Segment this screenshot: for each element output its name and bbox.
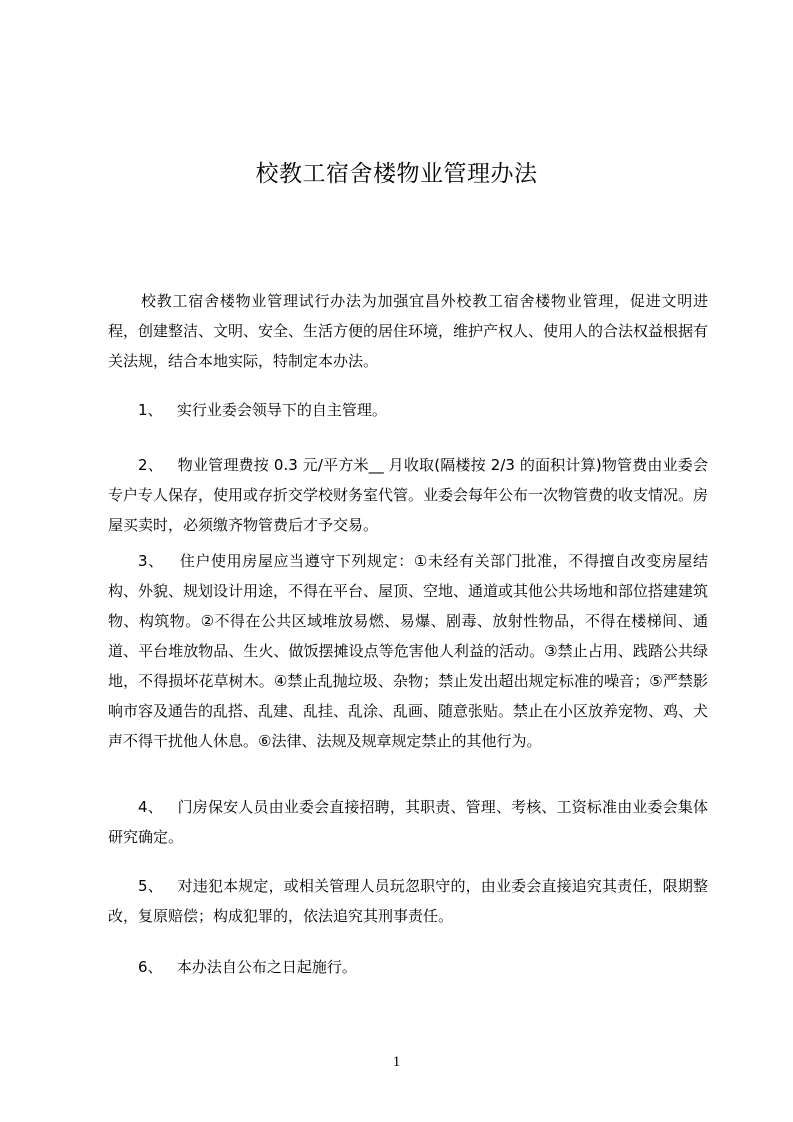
article-item-6 [108,952,708,982]
item-text: 对违犯本规定，或相关管理人员玩忽职守的，由业委会直接追究其责任，限期整改，复原赔偿；构成犯罪的，依法追究其刑事责任。 [108,877,708,925]
item-number: 4、 [138,798,163,816]
item-text: 门房保安人员由业委会直接招聘，其职责、管理、考核、工资标准由业委会集体研究确定。 [108,798,708,846]
article-item-3 [108,546,708,756]
article-item-2 [108,450,708,540]
article-item-4 [108,792,708,852]
intro-paragraph: 校教工宿舍楼物业管理试行办法为加强宜昌外校教工宿舍楼物业管理，促进文明进程，创建整洁、文明、安全、生活方便的居住环境，维护产权人、使用人的合法权益根据有关法规，结合本地实际，特制定本办法。 [108,292,709,370]
item-text: 物业管理费按 0.3 元/平方米__ 月收取(隔楼按 2/3 的面积计算)物管费由业委会专户专人保存，使用或存折交学校财务室代管。业委会每年公布一次物管费的收支情况。房屋买卖时，必须缴齐物管费后才予交易。 [108,456,709,534]
item-number: 5、 [138,877,163,895]
document-title: 校教工宿舍楼物业管理办法 [255,161,538,188]
item-text: 本办法自公布之日起施行。 [176,958,357,976]
item-number: 2、 [138,456,163,474]
page-number: 1 [392,1054,401,1070]
item-number: 6、 [138,958,163,976]
item-number: 1、 [138,401,163,419]
article-item-1 [108,395,708,425]
article-item-5 [108,871,708,931]
item-text: 实行业委会领导下的自主管理。 [176,401,387,419]
item-text: 住户使用房屋应当遵守下列规定：①未经有关部门批准，不得擅自改变房屋结构、外貌、规划设计用途，不得在平台、屋顶、空地、通道或其他公共场地和部位搭建建筑物、构筑物。②不得在公共区域堆放易燃、易爆、剧毒、放射性物品，不得在楼梯间、通道、平台堆放物品、生火、做饭摆摊设点等危害他人利益的活动。③禁止占用、践踏公共绿地，不得损坏花草树木。④禁止乱抛垃圾、杂物；禁止发出超出规定标准的噪音；⑤严禁影响市容及通告的乱搭、乱建、乱挂、乱涂、乱画、随意张贴。禁止在小区放养宠物、鸡、犬声不得干扰他人休息。⑥法律、法规及规章规定禁止的其他行为。 [108,552,709,750]
item-number: 3、 [138,552,164,570]
